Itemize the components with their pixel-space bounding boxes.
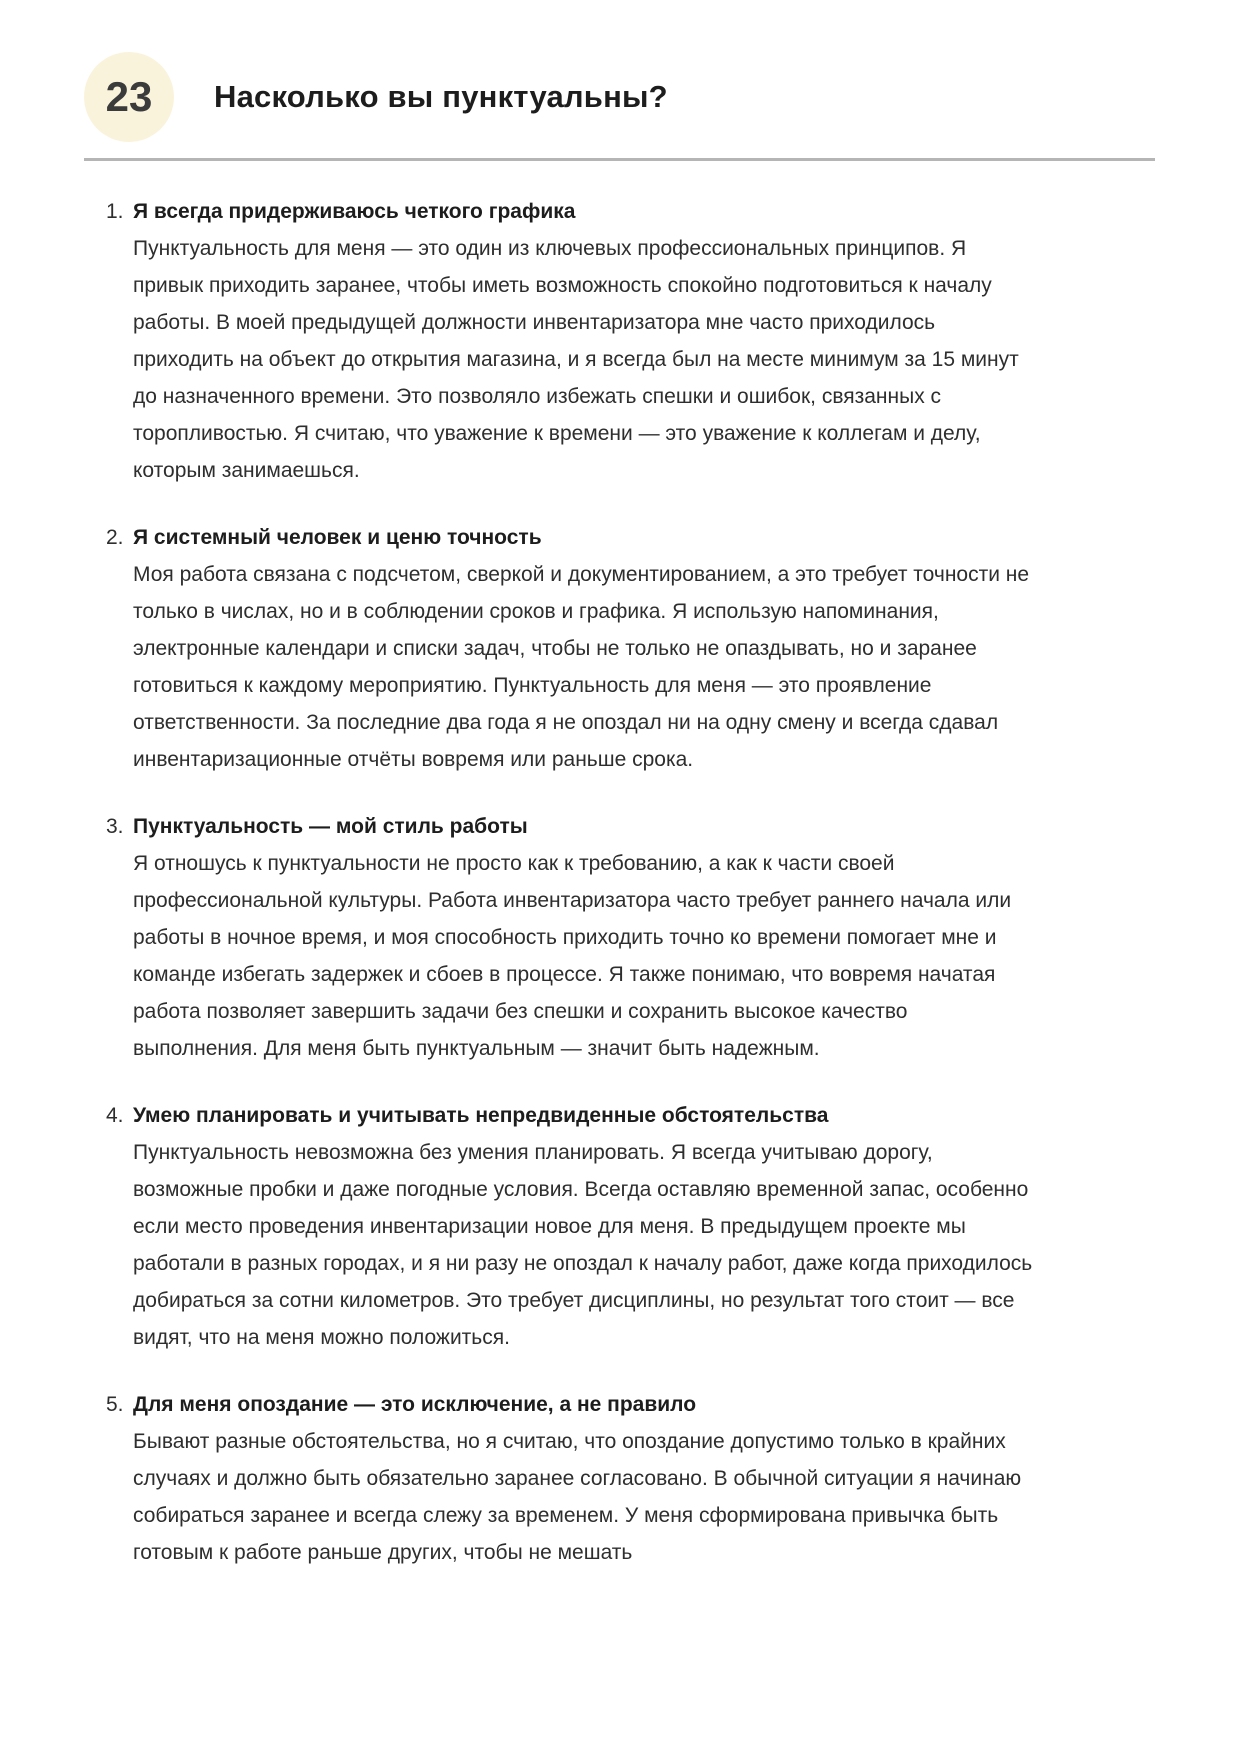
page-header xyxy=(84,52,1155,142)
item-title: Для меня опоздание — это исключение, а не правило xyxy=(133,1393,697,1416)
item-number: 5. xyxy=(106,1393,124,1416)
item-body: Я отношусь к пунктуальности не просто как к требованию, а как к части своей профессиональной культуры. Работа инвентаризатора часто требует раннего начала или работы в ночное время, и моя способность приходить точно ко времени помогает мне и команде избегать задержек и сбоев в процессе. Я также понимаю, что вовремя начатая работа позволяет завершить задачи без спешки и сохранить высокое качество выполнения. Для меня быть пунктуальным — значит быть надежным. xyxy=(133,852,1012,1060)
list-item xyxy=(106,193,1036,489)
item-content xyxy=(133,1097,1036,1356)
item-body: Бывают разные обстоятельства, но я считаю, что опоздание допустимо только в крайних случаях и должно быть обязательно заранее согласовано. В обычной ситуации я начинаю собираться заранее и всегда слежу за временем. У меня сформирована привычка быть готовым к работе раньше других, чтобы не мешать xyxy=(133,1430,1022,1564)
answers-list xyxy=(84,193,1155,1571)
list-item xyxy=(106,1097,1036,1356)
item-title: Я всегда придерживаюсь четкого графика xyxy=(133,200,576,223)
item-body: Пунктуальность для меня — это один из ключевых профессиональных принципов. Я привык приходить заранее, чтобы иметь возможность спокойно подготовиться к началу работы. В моей предыдущей должности инвентаризатора мне часто приходилось приходить на объект до открытия магазина, и я всегда был на месте минимум за 15 минут до назначенного времени. Это позволяло избежать спешки и ошибок, связанных с торопливостью. Я считаю, что уважение к времени — это уважение к коллегам и делу, которым занимаешься. xyxy=(133,237,1019,482)
item-content xyxy=(133,519,1036,778)
item-body: Моя работа связана с подсчетом, сверкой и документированием, а это требует точности не только в числах, но и в соблюдении сроков и графика. Я использую напоминания, электронные календари и списки задач, чтобы не только не опаздывать, но и заранее готовиться к каждому мероприятию. Пунктуальность для меня — это проявление ответственности. За последние два года я не опоздал ни на одну смену и всегда сдавал инвентаризационные отчёты вовремя или раньше срока. xyxy=(133,563,1030,771)
item-number: 1. xyxy=(106,200,124,223)
header-divider xyxy=(84,158,1155,161)
question-number-badge xyxy=(84,52,174,142)
item-title: Пунктуальность — мой стиль работы xyxy=(133,815,528,838)
list-item xyxy=(106,1386,1036,1571)
item-title: Я системный человек и ценю точность xyxy=(133,526,542,549)
item-content xyxy=(133,1386,1036,1571)
item-number: 4. xyxy=(106,1104,124,1127)
item-content xyxy=(133,808,1036,1067)
question-number: 23 xyxy=(105,73,153,120)
item-title: Умею планировать и учитывать непредвиденные обстоятельства xyxy=(133,1104,829,1127)
item-number: 3. xyxy=(106,815,124,838)
item-content xyxy=(133,193,1036,489)
item-number: 2. xyxy=(106,526,124,549)
item-body: Пунктуальность невозможна без умения планировать. Я всегда учитываю дорогу, возможные пробки и даже погодные условия. Всегда оставляю временной запас, особенно если место проведения инвентаризации новое для меня. В предыдущем проекте мы работали в разных городах, и я ни разу не опоздал к началу работ, даже когда приходилось добираться за сотни километров. Это требует дисциплины, но результат того стоит — все видят, что на меня можно положиться. xyxy=(133,1141,1033,1349)
list-item xyxy=(106,519,1036,778)
list-item xyxy=(106,808,1036,1067)
page-title: Насколько вы пунктуальны? xyxy=(214,79,668,114)
